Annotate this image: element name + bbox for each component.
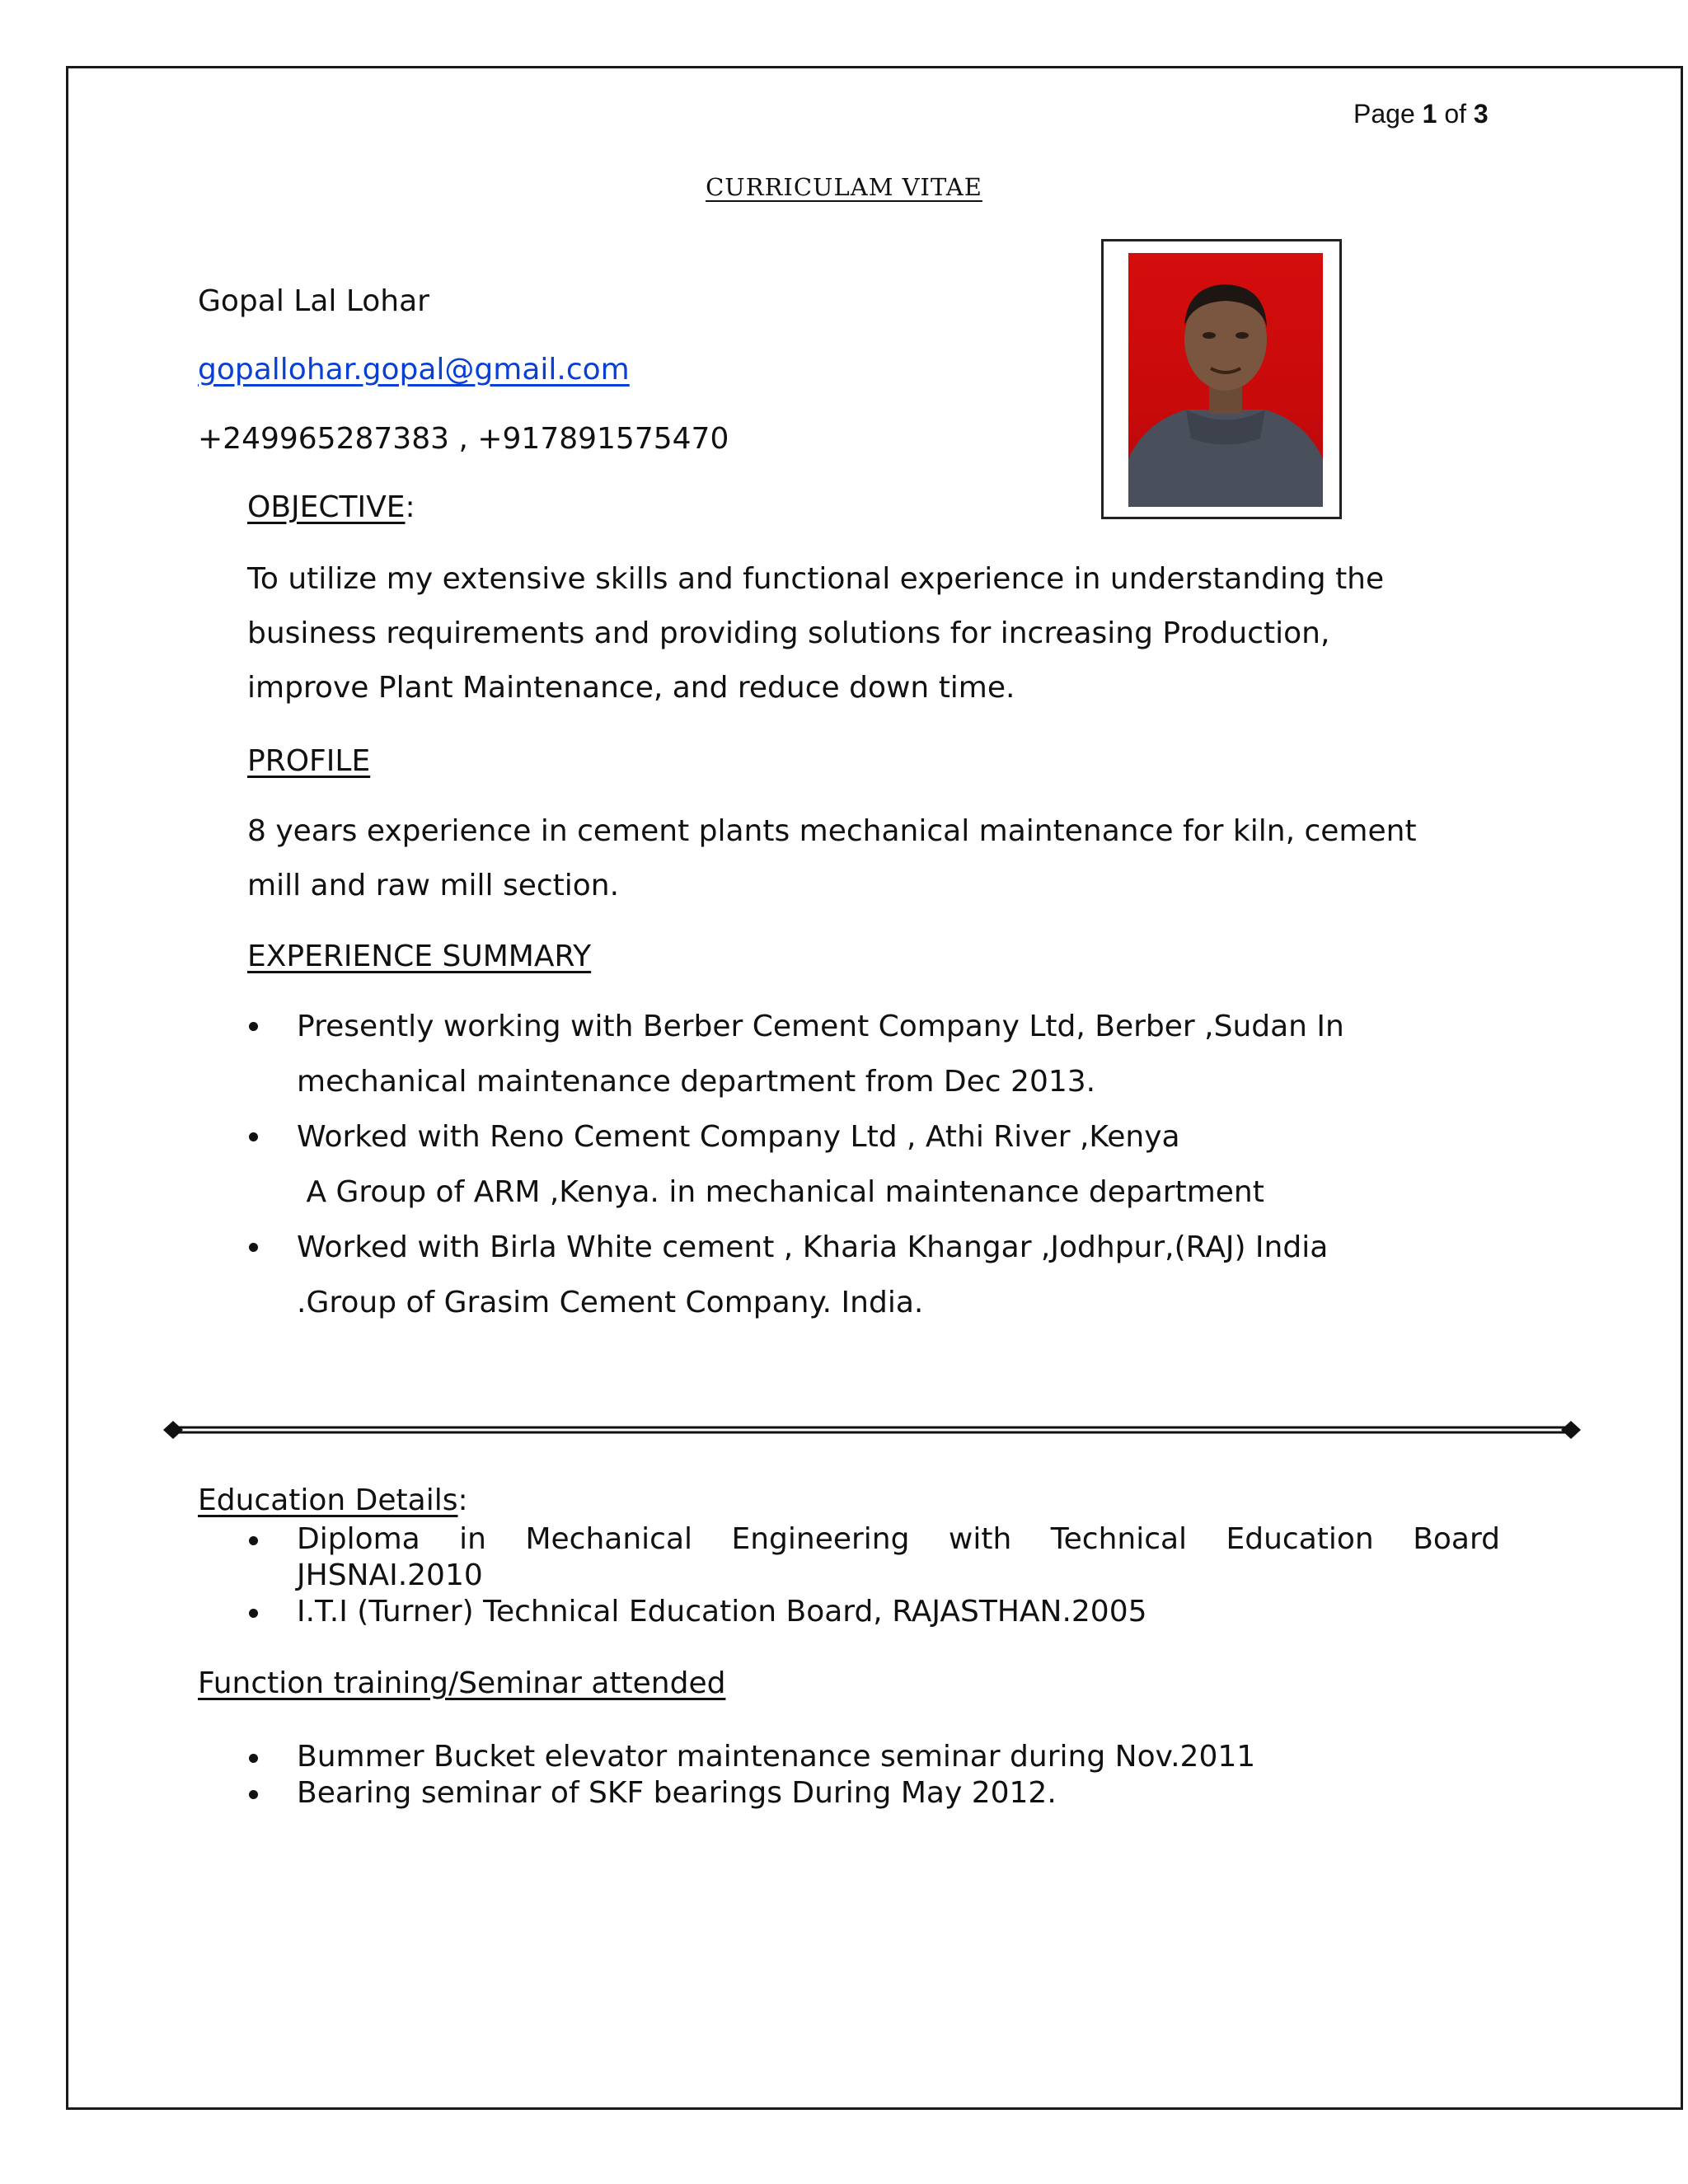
profile-photo [1128, 253, 1323, 507]
list-item [247, 1109, 1344, 1220]
list-item [247, 1521, 1500, 1594]
training-list [247, 1739, 1255, 1811]
objective-heading-text: OBJECTIVE [247, 490, 406, 524]
experience-list [247, 999, 1344, 1330]
experience-item-line1: Worked with Birla White cement , Kharia Khangar ,Jodhpur,(RAJ) India [297, 1230, 1329, 1264]
education-item-line1: I.T.I (Turner) Technical Education Board, RAJASTHAN.2005 [297, 1595, 1147, 1629]
document-title [0, 173, 1688, 201]
document-title-text: CURRICULAM VITAE [706, 173, 982, 201]
list-item [247, 1594, 1500, 1630]
objective-heading-colon: : [405, 490, 415, 524]
list-item: Bearing seminar of SKF bearings During May 2012. [247, 1775, 1255, 1811]
page-number [1353, 99, 1489, 129]
list-item [247, 999, 1344, 1109]
section-divider [163, 1421, 1581, 1439]
page-total: 3 [1473, 99, 1489, 129]
experience-item-line2: .Group of Grasim Cement Company. India. [297, 1286, 924, 1319]
objective-text: To utilize my extensive skills and functional experience in understanding the business requirements and providing solutions for increasing Production, improve Plant Maintenance, and reduce down time. [247, 562, 1385, 705]
page-label: Page [1353, 99, 1415, 129]
experience-item-line1: Presently working with Berber Cement Company Ltd, Berber ,Sudan In [297, 1010, 1344, 1043]
education-heading-text: Education Details [198, 1483, 458, 1517]
education-list [247, 1521, 1500, 1630]
phone-numbers: +249965287383 , +917891575470 [198, 422, 729, 456]
page-of-label: of [1444, 99, 1466, 129]
email-link[interactable]: gopallohar.gopal@gmail.com [198, 353, 630, 387]
profile-photo-frame [1101, 239, 1342, 519]
experience-item-line2: mechanical maintenance department from Dec 2013. [297, 1065, 1096, 1099]
experience-heading: EXPERIENCE SUMMARY [247, 940, 592, 973]
list-item: Bummer Bucket elevator maintenance seminar during Nov.2011 [247, 1739, 1255, 1775]
experience-item-line2: A Group of ARM ,Kenya. in mechanical maintenance department [297, 1175, 1264, 1209]
profile-heading: PROFILE [247, 744, 371, 778]
list-item [247, 1220, 1344, 1330]
profile-text: 8 years experience in cement plants mechanical maintenance for kiln, cement mill and raw mill section. [247, 814, 1417, 902]
candidate-name: Gopal Lal Lohar [198, 284, 429, 318]
education-heading-colon: : [457, 1483, 468, 1517]
experience-item-line1: Worked with Reno Cement Company Ltd , Athi River ,Kenya [297, 1120, 1180, 1154]
training-heading: Function training/Seminar attended [198, 1666, 726, 1700]
education-item-line1: Diploma in Mechanical Engineering with Technical Education Board [297, 1522, 1500, 1556]
education-heading [198, 1483, 468, 1517]
education-item-line2: JHSNAI.2010 [297, 1558, 483, 1592]
person-silhouette-icon [1128, 253, 1323, 507]
objective-heading [247, 490, 415, 524]
page-current: 1 [1422, 99, 1437, 129]
